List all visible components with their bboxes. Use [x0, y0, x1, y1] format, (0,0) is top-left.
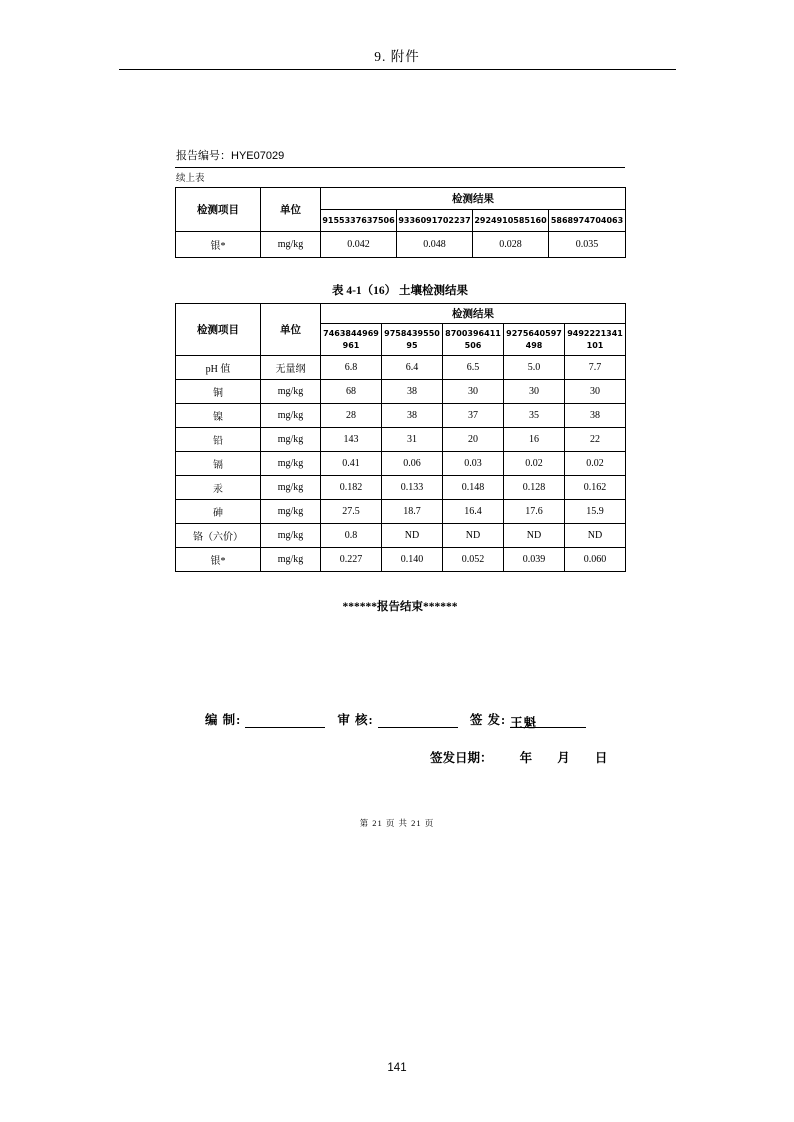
sample-id: 8700396411506: [443, 324, 504, 356]
header-divider: [119, 69, 676, 70]
value-cell: 0.052: [443, 548, 504, 572]
soil-results-table-wrap: [175, 303, 626, 572]
value-cell: 38: [382, 380, 443, 404]
table-row: [176, 380, 626, 404]
item-cell: 铅: [176, 428, 261, 452]
soil-table-title: 表 4-1（16） 土壤检测结果: [331, 285, 469, 297]
col-header-item: 检测项目: [176, 188, 261, 232]
value-cell: 37: [443, 404, 504, 428]
signature-row: [205, 710, 586, 728]
value-cell: 30: [504, 380, 565, 404]
value-cell: 0.128: [504, 476, 565, 500]
unit-cell: 无量纲: [261, 356, 321, 380]
page-number: 141: [387, 1062, 407, 1074]
unit-cell: mg/kg: [261, 428, 321, 452]
value-cell: 30: [443, 380, 504, 404]
col-header-result: 检测结果: [321, 304, 626, 324]
issue-date-label: 签发日期：: [430, 751, 493, 765]
value-cell: 6.8: [321, 356, 382, 380]
month-label: 月: [557, 751, 570, 765]
sample-id: 975843955095: [382, 324, 443, 356]
value-cell: ND: [443, 524, 504, 548]
value-cell: 0.133: [382, 476, 443, 500]
value-cell: ND: [565, 524, 626, 548]
value-cell: 0.06: [382, 452, 443, 476]
unit-cell: mg/kg: [261, 404, 321, 428]
unit-cell: mg/kg: [261, 380, 321, 404]
value-cell: 6.4: [382, 356, 443, 380]
soil-results-table: [175, 303, 626, 572]
value-cell: 0.048: [397, 232, 473, 258]
sample-id: 9492221341101: [565, 324, 626, 356]
value-cell: 6.5: [443, 356, 504, 380]
sample-id: 9275640597498: [504, 324, 565, 356]
item-cell: 砷: [176, 500, 261, 524]
value-cell: 0.41: [321, 452, 382, 476]
value-cell: 0.182: [321, 476, 382, 500]
value-cell: 15.9: [565, 500, 626, 524]
item-cell: 铬（六价）: [176, 524, 261, 548]
table-body: [176, 232, 626, 258]
unit-cell: mg/kg: [261, 548, 321, 572]
item-cell: 镍: [176, 404, 261, 428]
report-number-divider: [175, 167, 625, 168]
value-cell: 18.7: [382, 500, 443, 524]
page-header-title: 9. 附件: [374, 49, 420, 64]
value-cell: 35: [504, 404, 565, 428]
item-cell: 镉: [176, 452, 261, 476]
value-cell: 30: [565, 380, 626, 404]
continued-results-table: [175, 187, 626, 258]
value-cell: 28: [321, 404, 382, 428]
unit-cell: mg/kg: [261, 500, 321, 524]
report-number-line: [176, 147, 284, 163]
value-cell: 22: [565, 428, 626, 452]
value-cell: 68: [321, 380, 382, 404]
issued-label: 签 发:: [469, 713, 507, 727]
table-body: [176, 356, 626, 572]
value-cell: 38: [565, 404, 626, 428]
sample-id: 7463844969961: [321, 324, 382, 356]
col-header-item: 检测项目: [176, 304, 261, 356]
value-cell: 0.03: [443, 452, 504, 476]
value-cell: 0.02: [504, 452, 565, 476]
prepared-signature-blank: [245, 715, 325, 728]
value-cell: 0.227: [321, 548, 382, 572]
value-cell: 0.140: [382, 548, 443, 572]
col-header-unit: 单位: [261, 188, 321, 232]
continued-results-table-wrap: [175, 187, 626, 258]
value-cell: 16: [504, 428, 565, 452]
col-header-unit: 单位: [261, 304, 321, 356]
table-row: [176, 500, 626, 524]
sample-id: 9336091702237: [397, 210, 473, 232]
item-cell: 银*: [176, 232, 261, 258]
item-cell: 银*: [176, 548, 261, 572]
value-cell: 16.4: [443, 500, 504, 524]
table-row: [176, 356, 626, 380]
item-cell: 汞: [176, 476, 261, 500]
report-number-label: 报告编号：: [176, 150, 231, 162]
value-cell: 0.028: [473, 232, 549, 258]
reviewed-signature-blank: [378, 715, 458, 728]
value-cell: 0.02: [565, 452, 626, 476]
table-row: [176, 476, 626, 500]
table-row: [176, 428, 626, 452]
sample-id: 5868974704063: [549, 210, 626, 232]
value-cell: 143: [321, 428, 382, 452]
unit-cell: mg/kg: [261, 476, 321, 500]
unit-cell: mg/kg: [261, 524, 321, 548]
table-row: [176, 452, 626, 476]
table-row: [176, 524, 626, 548]
table-row: [176, 232, 626, 258]
sample-id: 2924910585160: [473, 210, 549, 232]
value-cell: 0.042: [321, 232, 397, 258]
value-cell: 17.6: [504, 500, 565, 524]
value-cell: 0.039: [504, 548, 565, 572]
col-header-result: 检测结果: [321, 188, 626, 210]
day-label: 日: [594, 751, 608, 765]
value-cell: 7.7: [565, 356, 626, 380]
prepared-label: 编 制:: [205, 713, 242, 727]
item-cell: pH 值: [176, 356, 261, 380]
item-cell: 铜: [176, 380, 261, 404]
value-cell: 0.8: [321, 524, 382, 548]
value-cell: ND: [382, 524, 443, 548]
page-footer-text: 第 21 页 共 21 页: [359, 818, 435, 828]
continued-table-label: 续上表: [176, 174, 205, 184]
value-cell: ND: [504, 524, 565, 548]
unit-cell: mg/kg: [261, 232, 321, 258]
unit-cell: mg/kg: [261, 452, 321, 476]
value-cell: 0.148: [443, 476, 504, 500]
reviewed-label: 审 核:: [337, 713, 374, 727]
value-cell: 20: [443, 428, 504, 452]
table-row: [176, 548, 626, 572]
table-row: [176, 404, 626, 428]
value-cell: 5.0: [504, 356, 565, 380]
value-cell: 0.162: [565, 476, 626, 500]
issue-date-row: [430, 748, 607, 766]
value-cell: 27.5: [321, 500, 382, 524]
report-end-text: ******报告结束******: [342, 601, 458, 613]
value-cell: 31: [382, 428, 443, 452]
value-cell: 38: [382, 404, 443, 428]
issued-by-name: 王魁: [510, 713, 586, 728]
sample-id: 9155337637506: [321, 210, 397, 232]
report-number-value: HYE07029: [231, 150, 285, 162]
value-cell: 0.060: [565, 548, 626, 572]
year-label: 年: [519, 751, 533, 765]
value-cell: 0.035: [549, 232, 626, 258]
